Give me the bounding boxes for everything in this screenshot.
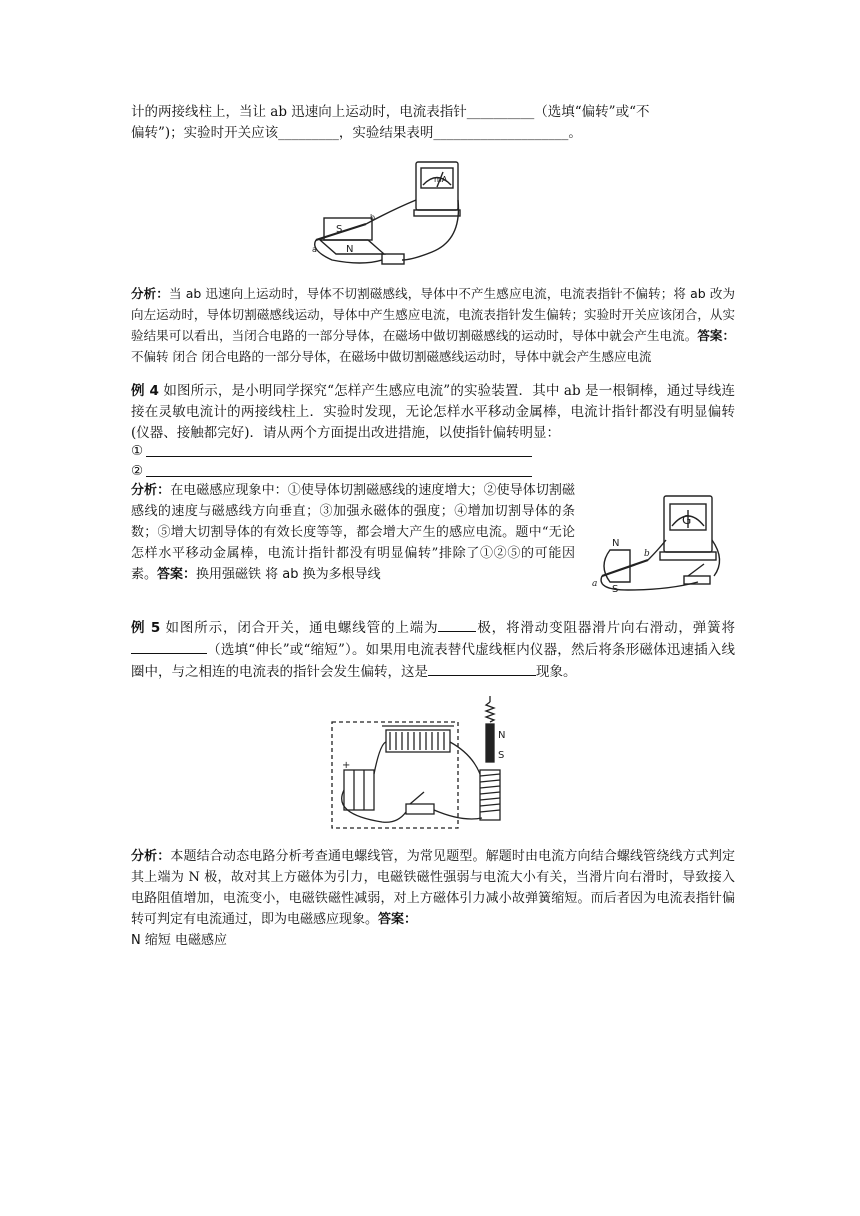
analysis-label: 分析： <box>131 286 169 301</box>
figure-ab-ammeter <box>312 160 462 272</box>
question-line-1: 计的两接线柱上，当让 ab 迅速向上运动时，电流表指针__________（选填“偏转”或“不 <box>131 104 650 120</box>
figure-galvanometer <box>588 490 728 594</box>
blank-line-1: ① <box>131 443 144 459</box>
analysis-1 <box>131 283 735 367</box>
blank-pole <box>438 617 476 632</box>
analysis-text: 当 ab 迅速向上运动时，导体不切割磁感线，导体中不产生感应电流，电流表指针不偏转；将 ab 改为向左运动时，导体切割磁感线运动，导体中产生感应电流，电流表指针发生偏转；实验时开关应该闭合，从实验结果可以看出，当闭合电路的一部分导体，在磁场中做切割磁感线的运动时，导体中就会产生电流。 <box>131 286 735 343</box>
blank-line-2: ② <box>131 463 144 479</box>
example-4 <box>131 381 735 444</box>
copper-rod-ab <box>602 560 648 576</box>
solenoid <box>480 770 500 820</box>
example-5: 例 5 如图所示，闭合开关，通电螺线管的上端为 极，将滑动变阻器滑片向右滑动，弹簧将（选填“伸长”或“缩短”）。如果用电流表替代虚线框内仪器，然后将条形磁体迅速插入线圈中，与之相连的电流表的指针会发生偏转，这是 现象。 <box>131 617 735 683</box>
analysis-4 <box>131 480 575 585</box>
figure-solenoid-circuit <box>322 694 522 834</box>
label-b: b <box>644 549 650 559</box>
label-plus: + <box>342 760 351 771</box>
battery-pack <box>344 770 374 810</box>
analysis-text: 本题结合动态电路分析考查通电螺线管，为常见题型。解题时由电流方向结合螺线管绕线方式判定其上端为 N 极，故对其上方磁体为引力，电磁铁磁性强弱与电流大小有关，当滑片向右滑时，导致接入电路阻值增加，电流变小，电磁铁磁性减弱，对上方磁体引力减小故弹簧缩短。而后者因为电流表指针偏转可判定有电流通过，即为电磁感应现象。 <box>131 849 735 927</box>
label-s: S <box>612 584 619 594</box>
answer-label: 答案： <box>157 567 197 582</box>
answer-text: N 缩短 电磁感应 <box>131 933 227 948</box>
analysis-label: 分析： <box>131 849 171 864</box>
label-a: a <box>592 579 598 589</box>
label-a: a <box>312 245 317 254</box>
switch <box>406 804 434 814</box>
analysis-label: 分析： <box>131 483 171 498</box>
blank-spring <box>131 639 207 654</box>
label-n: N <box>498 730 506 741</box>
answer-label: 答案： <box>697 328 735 343</box>
analysis-5 <box>131 846 735 951</box>
bar-magnet <box>486 724 494 762</box>
answer-underline-2 <box>146 475 532 477</box>
question-continuation <box>131 102 735 144</box>
answer-label: 答案： <box>378 912 418 927</box>
spring <box>486 702 494 722</box>
example-label: 例 5 <box>131 620 161 636</box>
label-n: N <box>346 244 354 255</box>
label-s: S <box>498 750 505 761</box>
example-label: 例 4 <box>131 383 159 399</box>
question-line-2: 偏转”)；实验时开关应该_________，实验结果表明____________________。 <box>131 125 582 141</box>
switch <box>382 254 404 264</box>
label-n: N <box>612 538 620 549</box>
u-magnet <box>604 550 630 582</box>
label-b: b <box>370 213 376 222</box>
analysis-text: 在电磁感应现象中：①使导体切割磁感线的速度增大；②使导体切割磁感线的速度与磁感线方向垂直；③加强永磁体的强度；④增加切割导体的条数；⑤增大切割导体的有效长度等等，都会增大产生的感应电流。题中“无论怎样水平移动金属棒，电流计指针都没有明显偏转”排除了①②⑤的可能因素。 <box>131 483 575 582</box>
answer-underline-1 <box>146 455 532 457</box>
galvanometer-label: G <box>682 513 692 527</box>
ammeter-label: mA <box>434 175 448 184</box>
answer-text: 不偏转 闭合 闭合电路的一部分导体，在磁场中做切割磁感线运动时，导体中就会产生感应电流 <box>131 349 652 364</box>
example-text: 如图所示，是小明同学探究“怎样产生感应电流”的实验装置．其中 ab 是一根铜棒，通过导线连接在灵敏电流计的两接线柱上．实验时发现，无论怎样水平移动金属棒，电流计指针都没有明显偏转(仪器、接触都完好)．请从两个方面提出改进措施，以使指针偏转明显： <box>131 383 735 441</box>
blank-phenomenon <box>428 661 536 676</box>
label-s: S <box>336 224 343 235</box>
answer-text: 换用强磁铁 将 ab 换为多根导线 <box>196 567 381 582</box>
